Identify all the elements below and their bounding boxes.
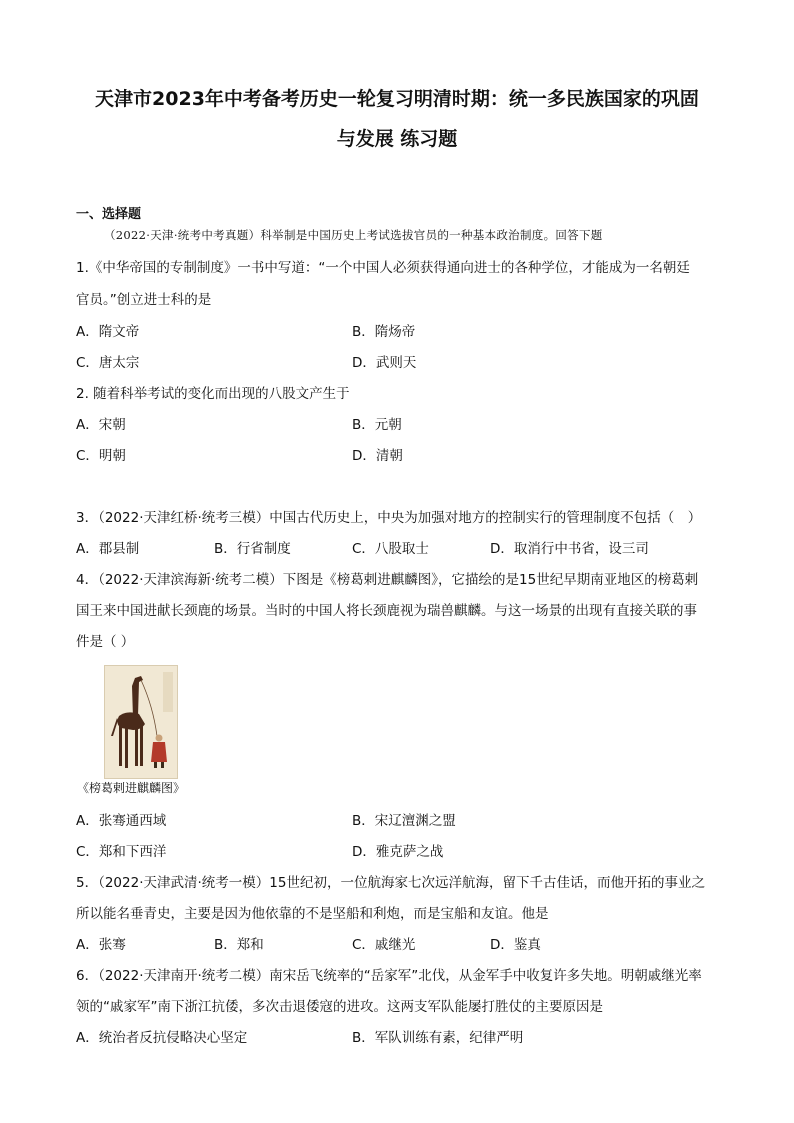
q2-stem: 2. 随着科举考试的变化而出现的八股文产生于 — [76, 386, 350, 402]
q4-option-a: A．张骞通西域 — [76, 813, 167, 829]
q4-option-d: D．雅克萨之战 — [352, 844, 444, 860]
q3-option-a: A．郡县制 — [76, 541, 140, 557]
q4-stem-line2: 国王来中国进献长颈鹿的场景。当时的中国人将长颈鹿视为瑞兽麒麟。与这一场景的出现有直接关联的事 — [76, 603, 697, 619]
q5-option-d: D．鉴真 — [490, 937, 541, 953]
q5-option-a: A．张骞 — [76, 937, 126, 953]
q2-option-c: C．明朝 — [76, 448, 126, 464]
question-intro: （2022·天津·统考中考真题）科举制是中国历史上考试选拔官员的一种基本政治制度。回答下题 — [104, 228, 603, 242]
q4-stem-line3: 件是（ ） — [76, 634, 135, 650]
giraffe-illustration-icon — [105, 666, 177, 778]
q1-option-a: A．隋文帝 — [76, 324, 140, 340]
q3-option-b: B．行省制度 — [214, 541, 291, 557]
q1-stem-line1: 1.《中华帝国的专制制度》一书中写道：“一个中国人必须获得通向进士的各种学位，才能成为一名朝廷 — [76, 260, 690, 276]
q1-option-b: B．隋炀帝 — [352, 324, 416, 340]
q3-stem: 3．（2022·天津红桥·统考三模）中国古代历史上，中央为加强对地方的控制实行的管理制度不包括（ ） — [76, 510, 702, 526]
q3-option-c: C．八股取士 — [352, 541, 429, 557]
q5-option-b: B．郑和 — [214, 937, 264, 953]
q3-option-d: D．取消行中书省，设三司 — [490, 541, 649, 557]
giraffe-painting-image — [104, 665, 178, 779]
q4-option-c: C．郑和下西洋 — [76, 844, 167, 860]
q2-option-a: A．宋朝 — [76, 417, 126, 433]
section-heading: 一、选择题 — [76, 207, 142, 222]
q1-option-c: C．唐太宗 — [76, 355, 140, 371]
page-title-line2: 与发展 练习题 — [336, 128, 458, 150]
q5-stem-line2: 所以能名垂青史，主要是因为他依靠的不是坚船和利炮，而是宝船和友谊。他是 — [76, 906, 549, 922]
page-title: 天津市2023年中考备考历史一轮复习明清时期：统一多民族国家的巩固 — [95, 88, 699, 110]
q2-option-d: D．清朝 — [352, 448, 403, 464]
q6-option-a: A．统治者反抗侵略决心坚定 — [76, 1030, 248, 1046]
q6-option-b: B．军队训练有素，纪律严明 — [352, 1030, 524, 1046]
figure-caption: 《榜葛剌进麒麟图》 — [77, 781, 186, 795]
q6-stem-line1: 6．（2022·天津南开·统考二模）南宋岳飞统率的“岳家军”北伐，从金军手中收复许多失地。明朝戚继光率 — [76, 968, 702, 984]
q5-stem-line1: 5．（2022·天津武清·统考一模）15世纪初，一位航海家七次远洋航海，留下千古佳话，而他开拓的事业之 — [76, 875, 705, 891]
q4-stem-line1: 4．（2022·天津滨海新·统考二模）下图是《榜葛剌进麒麟图》，它描绘的是15世纪早期南亚地区的榜葛剌 — [76, 572, 699, 588]
q6-stem-line2: 领的“戚家军”南下浙江抗倭，多次击退倭寇的进攻。这两支军队能屡打胜仗的主要原因是 — [76, 999, 603, 1015]
q1-option-d: D．武则天 — [352, 355, 417, 371]
q4-option-b: B．宋辽澶渊之盟 — [352, 813, 456, 829]
q2-option-b: B．元朝 — [352, 417, 402, 433]
q5-option-c: C．戚继光 — [352, 937, 416, 953]
q1-stem-line2: 官员。”创立进士科的是 — [76, 292, 212, 308]
